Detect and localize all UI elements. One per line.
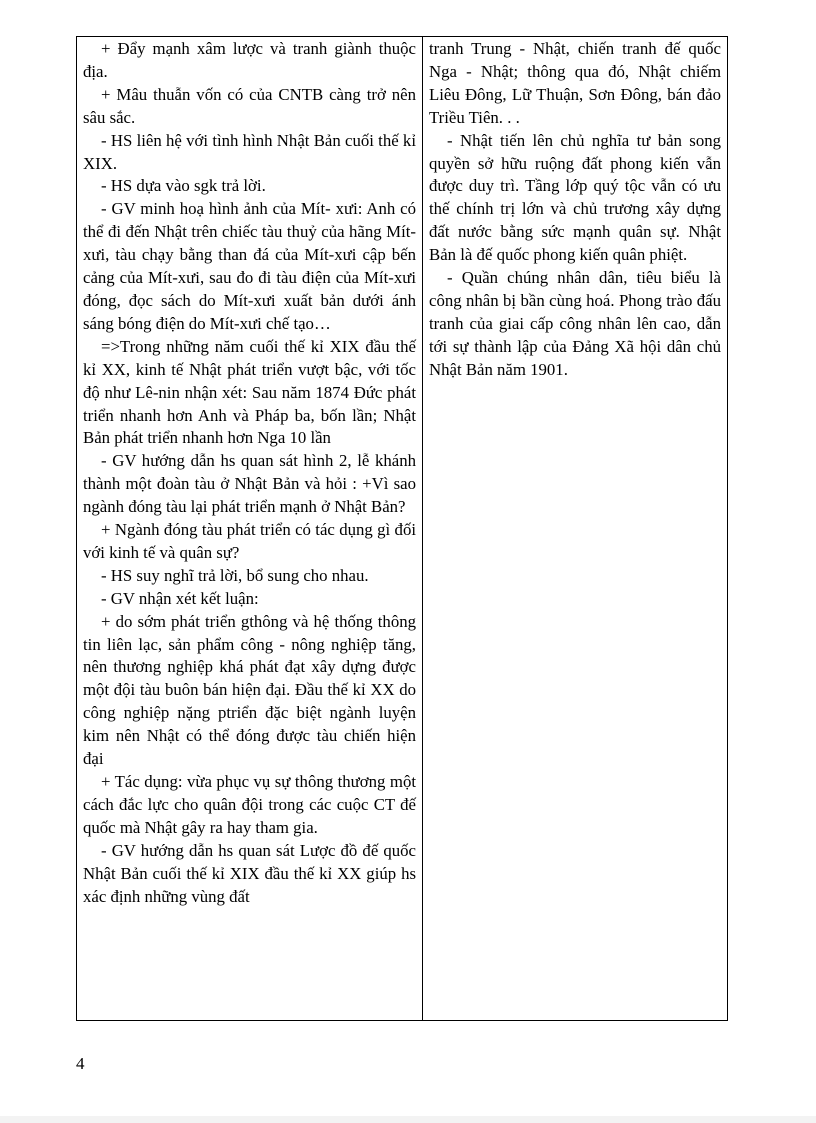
paragraph: - HS liên hệ với tình hình Nhật Bản cuối thế kỉ XIX. <box>83 130 416 173</box>
paragraph: - GV minh hoạ hình ảnh của Mít- xưi: Anh có thể đi đến Nhật trên chiếc tàu thuỷ của hãng Mít-xưi, tàu chạy bằng than đá của Mít-xưi cập bến cảng của Mít-xưi, sau đo đi tàu điện của Mít-xưi đóng, đọc sách do Mít-xưi xuất bản dưới ánh sáng bóng điện do Mít-xưi chế tạo… <box>83 199 416 333</box>
paragraph: - Quần chúng nhân dân, tiêu biểu là công nhân bị bần cùng hoá. Phong trào đấu tranh của giai cấp công nhân lên cao, dẫn tới sự thành lập của Đảng Xã hội dân chủ Nhật Bản năm 1901. <box>429 268 721 379</box>
lesson-table <box>76 36 728 1021</box>
paragraph: + Ngành đóng tàu phát triển có tác dụng gì đối với kinh tế và quân sự? <box>83 520 416 562</box>
paragraph: - GV hướng dẫn hs quan sát hình 2, lễ khánh thành một đoàn tàu ở Nhật Bản và hỏi : +Vì sao ngành đóng tàu lại phát triển mạnh ở Nhật Bản? <box>83 451 416 517</box>
page-number: 4 <box>76 1054 85 1073</box>
paragraph-continued: tranh Trung - Nhật, chiến tranh đế quốc Nga - Nhật; thông qua đó, Nhật chiếm Liêu Đông, Lữ Thuận, Sơn Đông, bán đảo Triều Tiên. . . <box>429 39 721 127</box>
paragraph: - Nhật tiến lên chủ nghĩa tư bản song quyền sở hữu ruộng đất phong kiến vẫn được duy trì. Tầng lớp quý tộc vẫn có ưu thế chính trị lớn và chủ trương xây dựng đất nước bằng sức mạnh quân sự. Nhật Bản là đế quốc phong kiến quân phiệt. <box>429 130 721 265</box>
paragraph: + do sớm phát triển gthông và hệ thống thông tin liên lạc, sản phẩm công - nông nghiệp tăng, nên thương nghiệp khá phát đạt xây dựng được một đội tàu buôn bán hiện đại. Đầu thế kỉ XX do công nghiệp nặng ptriển đặc biệt ngành luyện kim nên Nhật có thể đóng được tàu chiến hiện đại <box>83 611 416 769</box>
paragraph: - HS dựa vào sgk trả lời. <box>101 176 266 196</box>
paragraph: + Mâu thuẫn vốn có của CNTB càng trở nên sâu sắc. <box>83 84 416 127</box>
paragraph: - HS suy nghĩ trả lời, bổ sung cho nhau. <box>101 565 369 585</box>
paragraph: - GV hướng dẫn hs quan sát Lược đồ đế quốc Nhật Bản cuối thế kỉ XIX đầu thế kỉ XX giúp hs xác định những vùng đất <box>83 840 416 906</box>
teacher-student-activities-column <box>77 37 423 1021</box>
paragraph: + Tác dụng: vừa phục vụ sự thông thương một cách đắc lực cho quân đội trong các cuộc CT đế quốc mà Nhật gây ra hay tham gia. <box>83 772 416 837</box>
paragraph: + Đẩy mạnh xâm lược và tranh giành thuộc địa. <box>83 39 416 81</box>
paragraph: - GV nhận xét kết luận: <box>101 588 259 608</box>
lesson-content-column <box>423 37 728 1021</box>
page-bottom-edge <box>0 1116 816 1123</box>
table-row <box>77 37 728 1021</box>
paragraph: =>Trong những năm cuối thế kỉ XIX đầu thế kỉ XX, kinh tế Nhật phát triển vượt bậc, với tốc độ như Lê-nin nhận xét: Sau năm 1874 Đức phát triển nhanh hơn Anh và Pháp ba, bốn lần; Nhật Bản phát triển nhanh hơn Nga 10 lần <box>83 336 416 448</box>
